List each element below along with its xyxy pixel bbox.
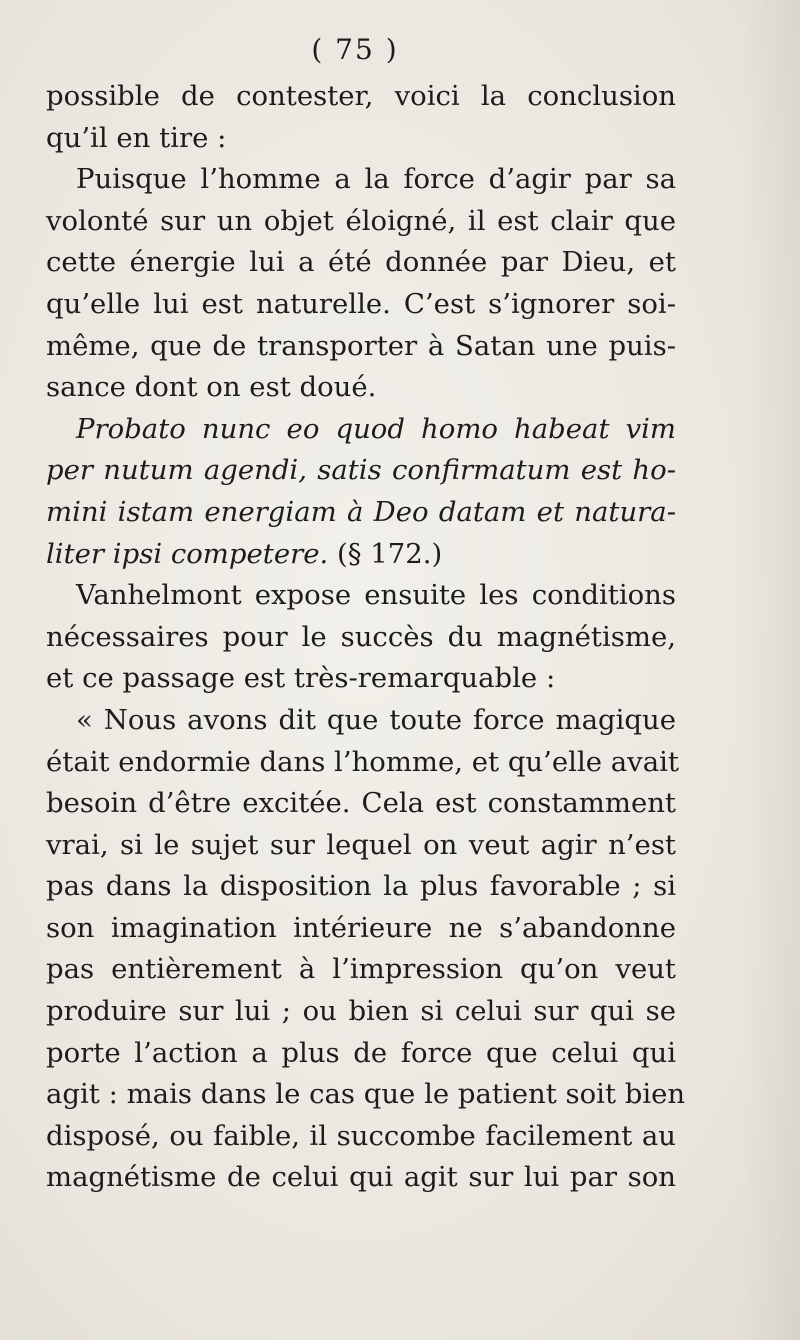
- latin-quote-line: [46, 534, 676, 576]
- latin-quote-line: mini istam energiam à Deo datam et natura-: [46, 495, 676, 528]
- text-line: possible de contester, voici la conclusion: [46, 80, 676, 112]
- text-line: cette énergie lui a été donnée par Dieu, et: [46, 246, 676, 279]
- text-line: était endormie dans l’homme, et qu’elle avait: [46, 745, 679, 778]
- text-line: nécessaires pour le succès du magnétisme,: [46, 620, 676, 653]
- text-line: Puisque l’homme a la force d’agir par sa: [76, 163, 676, 196]
- text-line: volonté sur un objet éloigné, il est clair que: [46, 204, 676, 237]
- text-line: qu’il en tire :: [46, 121, 227, 154]
- latin-quote-line: Probato nunc eo quod homo habeat vim: [76, 412, 676, 445]
- text-line: qu’elle lui est naturelle. C’est s’ignorer soi-: [46, 287, 676, 320]
- page-number: ( 75 ): [311, 33, 399, 66]
- text-line: son imagination intérieure ne s’abandonne: [46, 911, 676, 944]
- text-line: même, que de transporter à Satan une puis-: [46, 329, 676, 362]
- text-line: Vanhelmont expose ensuite les conditions: [76, 579, 676, 612]
- text-line: besoin d’être excitée. Cela est constamment: [46, 787, 676, 820]
- text-line: « Nous avons dit que toute force magique: [76, 703, 676, 736]
- section-reference: (§ 172.): [328, 537, 443, 570]
- body-text: [46, 76, 686, 1199]
- text-line: vrai, si le sujet sur lequel on veut agir n’est: [46, 828, 676, 861]
- text-line: disposé, ou faible, il succombe facilement au: [46, 1119, 676, 1152]
- text-line: porte l’action a plus de force que celui qui: [46, 1036, 676, 1069]
- text-line: sance dont on est doué.: [46, 371, 377, 404]
- text-line: pas entièrement à l’impression qu’on veut: [46, 953, 676, 986]
- text-line: agit : mais dans le cas que le patient soit bien: [46, 1078, 686, 1111]
- latin-quote-text: liter ipsi competere.: [46, 537, 329, 570]
- text-line: pas dans la disposition la plus favorable ; si: [46, 870, 676, 903]
- text-line: produire sur lui ; ou bien si celui sur qui se: [46, 995, 676, 1028]
- page-edge-shadow: [740, 0, 800, 1340]
- text-line: magnétisme de celui qui agit sur lui par son: [46, 1161, 676, 1194]
- latin-quote-line: per nutum agendi, satis confirmatum est ho-: [46, 454, 676, 487]
- text-line: et ce passage est très-remarquable :: [46, 662, 556, 695]
